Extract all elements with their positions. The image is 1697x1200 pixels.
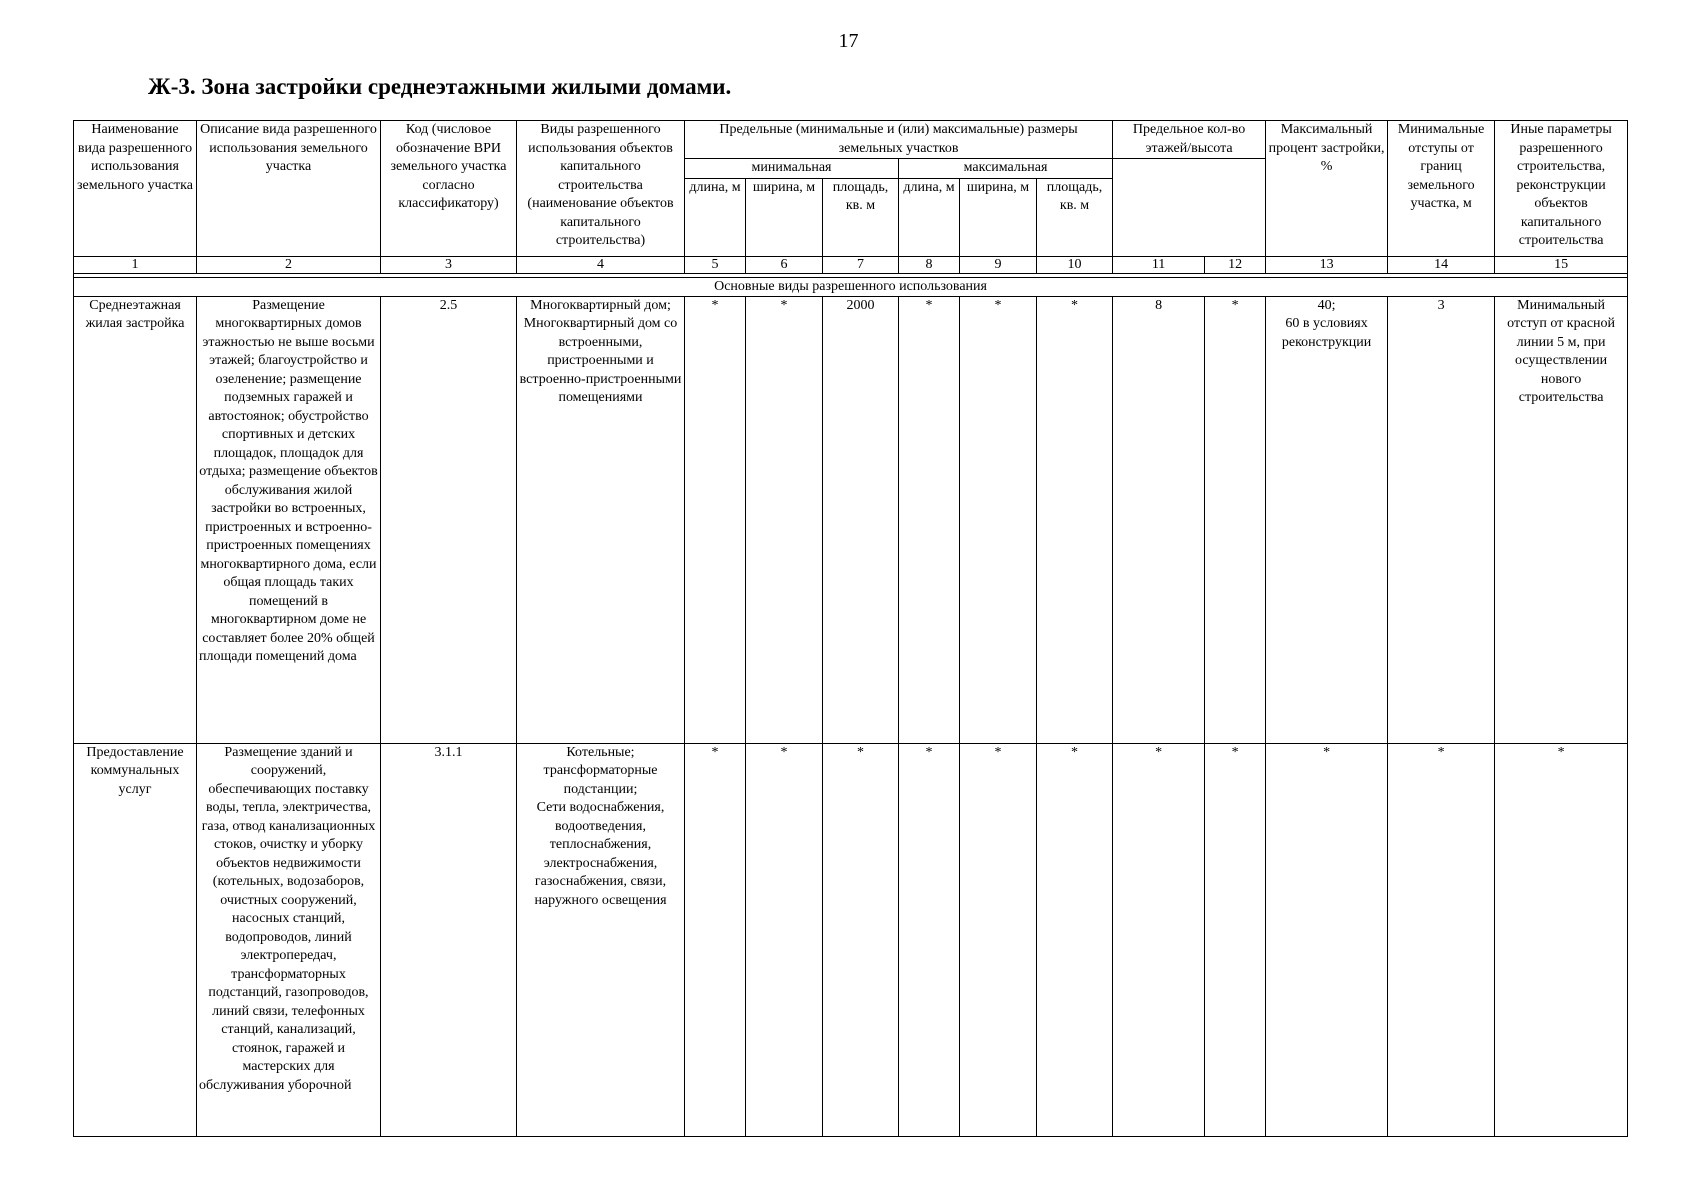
header-cell-minimal: минимальная: [685, 159, 899, 179]
header-cell-min-area: площадь, кв. м: [823, 178, 899, 256]
column-number: 15: [1495, 256, 1628, 273]
column-number: 10: [1037, 256, 1113, 273]
header-cell-description: Описание вида разрешенного использования земельного участка: [197, 121, 381, 257]
max-percent-line: 40;: [1317, 297, 1336, 313]
header-cell-other-params: Иные параметры разрешенного строительства, реконструкции объектов капитального строительства: [1495, 121, 1628, 257]
objects-line: Котельные;: [566, 744, 635, 760]
header-cell-min-width: ширина, м: [746, 178, 823, 256]
column-number: 5: [685, 256, 746, 273]
header-row-1: [74, 121, 1628, 159]
zone-title: Ж-3. Зона застройки среднеэтажными жилыми домами.: [148, 74, 732, 99]
column-number: 2: [197, 256, 381, 273]
row-max-percent: *: [1266, 743, 1388, 1136]
header-cell-min-length: длина, м: [685, 178, 746, 256]
row-max-length: *: [899, 296, 960, 743]
page-number: 17: [838, 30, 859, 52]
zoning-table: [73, 120, 1628, 1137]
row-max-area: *: [1037, 296, 1113, 743]
header-cell-code: Код (числовое обозначение ВРИ земельного участка согласно классификатору): [381, 121, 517, 257]
row-name: Предоставление коммунальных услуг: [74, 743, 197, 1136]
objects-line: трансформаторные подстанции;: [543, 763, 658, 797]
header-cell-plot-sizes: Предельные (минимальные и (или) максимальные) размеры земельных участков: [685, 121, 1113, 159]
column-number: 7: [823, 256, 899, 273]
header-cell-max-width: ширина, м: [960, 178, 1037, 256]
row-min-length: *: [685, 296, 746, 743]
max-percent-line: 60 в условиях реконструкции: [1281, 316, 1372, 350]
header-cell-min-setback: Минимальные отступы от границ земельного участка, м: [1388, 121, 1495, 257]
row-description: Размещение многоквартирных домов этажностью не выше восьми этажей; благоустройство и озеленение; размещение подземных гаражей и автостоянок; обустройство спортивных и детских площадок, площадок для отдыха; размещение объектов обслуживания жилой застройки во встроенных, пристроенных и встроенно-пристроенных помещениях многоквартирного дома, если общая площадь таких помещений в многоквартирном доме не составляет более 20% общей площади помещений дома: [197, 296, 381, 743]
header-cell-objects: Виды разрешенного использования объектов капитального строительства (наименование объектов капитального строительства): [517, 121, 685, 257]
column-number: 6: [746, 256, 823, 273]
column-number: 12: [1205, 256, 1266, 273]
row-min-width: *: [746, 743, 823, 1136]
table-row: [74, 296, 1628, 743]
row-objects: [517, 743, 685, 1136]
row-other: Минимальный отступ от красной линии 5 м, при осуществлении нового строительства: [1495, 296, 1628, 743]
header-cell-name: Наименование вида разрешенного использования земельного участка: [74, 121, 197, 257]
objects-line: Сети водоснабжения, водоотведения, теплоснабжения, электроснабжения, газоснабжения, связи, наружного освещения: [534, 800, 667, 908]
table-row: [74, 743, 1628, 1136]
column-number: 13: [1266, 256, 1388, 273]
header-cell-floors-spacer: [1113, 159, 1266, 257]
row-height: *: [1205, 743, 1266, 1136]
section-row: [74, 277, 1628, 296]
row-max-length: *: [899, 743, 960, 1136]
header-cell-max-length: длина, м: [899, 178, 960, 256]
row-min-length: *: [685, 743, 746, 1136]
row-objects: Многоквартирный дом; Многоквартирный дом со встроенными, пристроенными и встроенно-пристроенными помещениями: [517, 296, 685, 743]
column-number: 8: [899, 256, 960, 273]
row-height: *: [1205, 296, 1266, 743]
row-name: Среднеэтажная жилая застройка: [74, 296, 197, 743]
row-other: *: [1495, 743, 1628, 1136]
row-max-percent: [1266, 296, 1388, 743]
column-number: 4: [517, 256, 685, 273]
column-number: 1: [74, 256, 197, 273]
column-number: 3: [381, 256, 517, 273]
row-description: Размещение зданий и сооружений, обеспечивающих поставку воды, тепла, электричества, газа, отвод канализационных стоков, очистку и уборку объектов недвижимости (котельных, водозаборов, очистных сооружений, насосных станций, водопроводов, линий электропередач, трансформаторных подстанций, газопроводов, линий связи, телефонных станций, канализаций, стоянок, гаражей и мастерских для обслуживания уборочной: [197, 743, 381, 1136]
column-numbers-row: [74, 256, 1628, 273]
section-title: Основные виды разрешенного использования: [74, 277, 1628, 296]
header-cell-maximal: максимальная: [899, 159, 1113, 179]
column-number: 11: [1113, 256, 1205, 273]
row-code: 2.5: [381, 296, 517, 743]
row-min-setback: 3: [1388, 296, 1495, 743]
header-cell-max-percent: Максимальный процент застройки, %: [1266, 121, 1388, 257]
row-max-width: *: [960, 743, 1037, 1136]
column-number: 9: [960, 256, 1037, 273]
row-max-width: *: [960, 296, 1037, 743]
row-floors: *: [1113, 743, 1205, 1136]
row-max-area: *: [1037, 743, 1113, 1136]
row-floors: 8: [1113, 296, 1205, 743]
row-min-setback: *: [1388, 743, 1495, 1136]
header-cell-max-area: площадь, кв. м: [1037, 178, 1113, 256]
row-code: 3.1.1: [381, 743, 517, 1136]
row-min-area: 2000: [823, 296, 899, 743]
column-number: 14: [1388, 256, 1495, 273]
row-min-width: *: [746, 296, 823, 743]
header-cell-floors-height: Предельное кол-во этажей/высота: [1113, 121, 1266, 159]
row-min-area: *: [823, 743, 899, 1136]
